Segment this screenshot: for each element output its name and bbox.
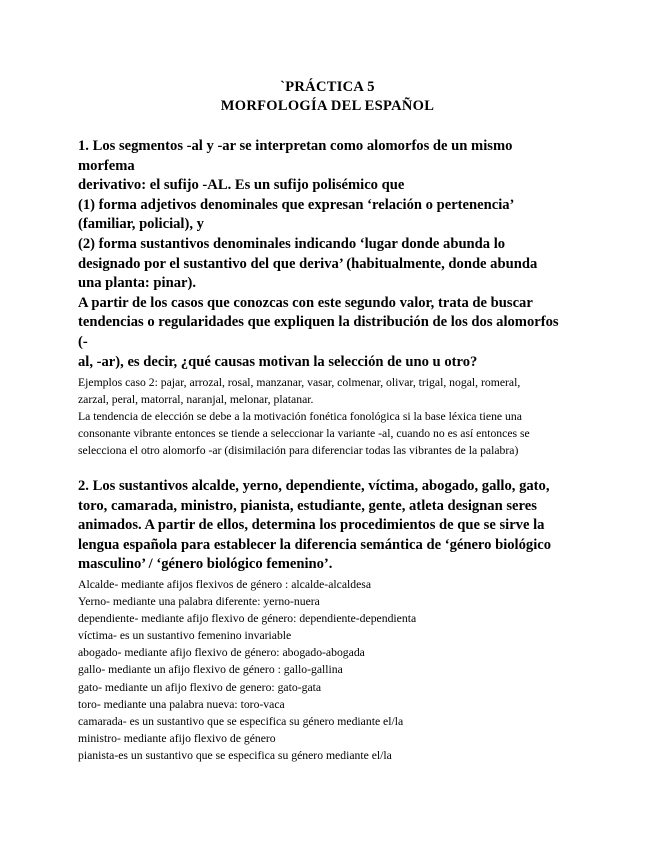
question-2-line: toro, camarada, ministro, pianista, estudiante, gente, atleta designan seres	[78, 497, 537, 514]
answer-2-line: gato- mediante un afijo flexivo de genero: gato-gata	[78, 680, 322, 694]
answer-2-line: dependiente- mediante afijo flexivo de género: dependiente-dependienta	[78, 612, 417, 626]
question-2-line: 2. Los sustantivos alcalde, yerno, dependiente, víctima, abogado, gallo, gato,	[78, 478, 550, 494]
question-1-line: (-	[78, 333, 88, 350]
question-1-line: (2) forma sustantivos denominales indicando ‘lugar donde abunda lo	[78, 235, 506, 252]
answer-1-line: selecciona el otro alomorfo -ar (disimilación para diferenciar todas las vibrantes de la palabra)	[78, 444, 519, 457]
answer-2-line: pianista-es un sustantivo que se especifica su género mediante el/la	[78, 748, 392, 762]
question-1-line: derivativo: el sufijo -AL. Es un sufijo polisémico que	[78, 177, 405, 194]
answer-1-line: zarzal, peral, matorral, naranjal, melonar, platanar.	[78, 393, 314, 406]
page-title: `PRÁCTICA 5	[280, 79, 375, 95]
page-subtitle: MORFOLOGÍA DEL ESPAÑOL	[220, 98, 435, 114]
answer-1-line: consonante vibrante entonces se tiende a seleccionar la variante -al, cuando no es así entonces se	[78, 427, 530, 440]
answer-2-line: toro- mediante una palabra nueva: toro-vaca	[78, 697, 285, 711]
question-1-line: tendencias o regularidades que expliquen la distribución de los dos alomorfos	[78, 314, 559, 331]
question-1-line: 1. Los segmentos -al y -ar se interpretan como alomorfos de un mismo	[78, 138, 513, 154]
answer-2-line: gallo- mediante un afijo flexivo de género : gallo-gallina	[78, 663, 343, 677]
question-1-line: A partir de los casos que conozcas con este segundo valor, trata de buscar	[78, 294, 533, 311]
question-1-line: una planta: pinar).	[78, 275, 196, 292]
question-1-line: designado por el sustantivo del que deriva’ (habitualmente, donde abunda	[78, 255, 538, 272]
answer-1	[78, 374, 598, 459]
question-2-line: lengua española para establecer la diferencia semántica de ‘género biológico	[78, 536, 552, 553]
answer-2-line: Alcalde- mediante afijos flexivos de género : alcalde-alcaldesa	[78, 578, 372, 591]
question-2	[78, 477, 598, 575]
question-1-line: morfema	[78, 157, 135, 174]
question-2-line: masculino’ / ‘género biológico femenino’.	[78, 556, 333, 573]
question-1-line: al, -ar), es decir, ¿qué causas motivan la selección de uno u otro?	[78, 353, 478, 370]
question-1-line: (1) forma adjetivos denominales que expresan ‘relación o pertenencia’	[78, 196, 515, 213]
answer-2-line: camarada- es un sustantivo que se especifica su género mediante el/la	[78, 714, 404, 728]
answer-1-line: La tendencia de elección se debe a la motivación fonética fonológica si la base léxica tiene una	[78, 410, 522, 423]
answer-2-line: ministro- mediante afijo flexivo de género	[78, 731, 276, 745]
question-1-line: (familiar, policial), y	[78, 216, 204, 233]
question-1	[78, 137, 598, 372]
answer-2-line: víctima- es un sustantivo femenino invariable	[78, 629, 292, 643]
question-2-line: animados. A partir de ellos, determina los procedimientos de que se sirve la	[78, 517, 545, 534]
answer-2-line: Yerno- mediante una palabra diferente: yerno-nuera	[78, 595, 320, 609]
answer-2-line: abogado- mediante afijo flexivo de género: abogado-abogada	[78, 646, 365, 660]
answer-1-line: Ejemplos caso 2: pajar, arrozal, rosal, manzanar, vasar, colmenar, olivar, trigal, nogal, romeral,	[78, 376, 521, 389]
answer-2	[78, 576, 598, 764]
